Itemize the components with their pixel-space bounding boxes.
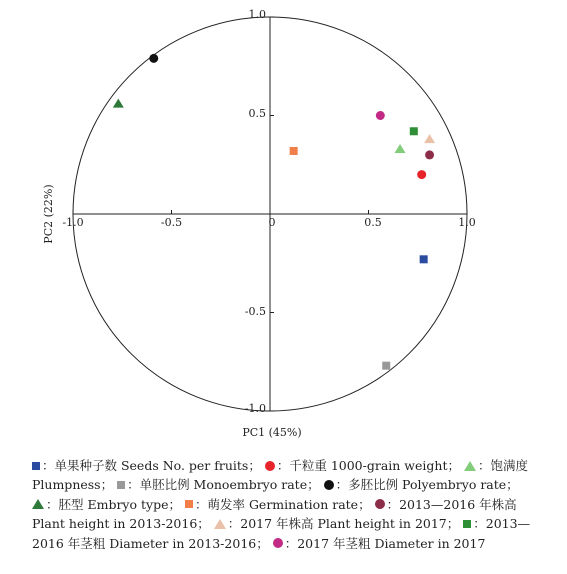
legend-label: ：千粒重 1000-grain weight；	[276, 458, 460, 473]
legend-item	[324, 477, 519, 492]
circle-point	[425, 150, 434, 159]
square-marker-icon	[32, 462, 40, 470]
y-tick-label: 1.0	[248, 8, 266, 21]
legend-label: ：萌发率 Germination rate；	[194, 496, 371, 512]
legend-label: ：单胚比例 Monoembryo rate；	[127, 477, 320, 493]
square-point	[420, 255, 428, 263]
legend-label: ：饱满度 Plumpness；	[32, 458, 528, 493]
x-ticks	[62, 210, 475, 229]
square-marker-icon	[463, 520, 471, 528]
legend-label: ：2013—2016 年茎粗 Diameter in 2013-2016；	[32, 516, 531, 551]
legend-item	[273, 536, 486, 551]
triangle-marker-icon	[464, 461, 476, 471]
circle-point	[417, 170, 426, 179]
circle-marker-icon	[265, 461, 275, 471]
square-point	[290, 147, 298, 155]
x-axis-label: PC1 (45%)	[242, 426, 302, 439]
circle-point	[376, 111, 385, 120]
legend-label: ：单果种子数 Seeds No. per fruits；	[42, 458, 261, 473]
y-tick-label: -0.5	[244, 305, 266, 318]
legend-item	[32, 458, 261, 473]
legend-label: ：胚型 Embryo type；	[46, 496, 181, 512]
square-point	[382, 362, 390, 370]
legend-item	[117, 477, 320, 492]
legend-item	[214, 516, 460, 531]
legend-label: ：2017 年株高 Plant height in 2017；	[227, 516, 460, 532]
circle-marker-icon	[375, 499, 385, 509]
square-marker-icon	[117, 481, 125, 489]
legend-label: ：2013—2016 年株高 Plant height in 2013-2016；	[32, 496, 517, 532]
triangle-point	[424, 134, 435, 143]
legend	[32, 456, 532, 553]
triangle-point	[395, 144, 406, 153]
data-points	[113, 54, 435, 370]
x-tick-label: 0.5	[364, 216, 382, 229]
x-tick-label: 0	[268, 216, 276, 229]
legend-item	[265, 458, 460, 473]
legend-item	[185, 497, 371, 512]
x-tick-label: -1.0	[62, 216, 84, 229]
y-tick-label: -1.0	[244, 402, 266, 415]
y-tick-label: 0.5	[248, 107, 266, 120]
circle-point	[149, 54, 158, 63]
x-tick-label: 1.0	[458, 216, 476, 229]
circle-marker-icon	[324, 480, 334, 490]
triangle-marker-icon	[214, 519, 226, 529]
legend-label: ：2017 年茎粗 Diameter in 2017	[284, 535, 486, 551]
square-point	[410, 127, 418, 135]
triangle-point	[113, 99, 124, 108]
legend-item	[32, 497, 181, 512]
triangle-marker-icon	[32, 499, 44, 509]
circle-marker-icon	[273, 538, 283, 548]
x-tick-label: -0.5	[160, 216, 183, 229]
legend-label: ：多胚比例 Polyembryo rate；	[335, 477, 519, 493]
square-marker-icon	[185, 500, 193, 508]
y-axis-label: PC2 (22%)	[42, 184, 55, 244]
